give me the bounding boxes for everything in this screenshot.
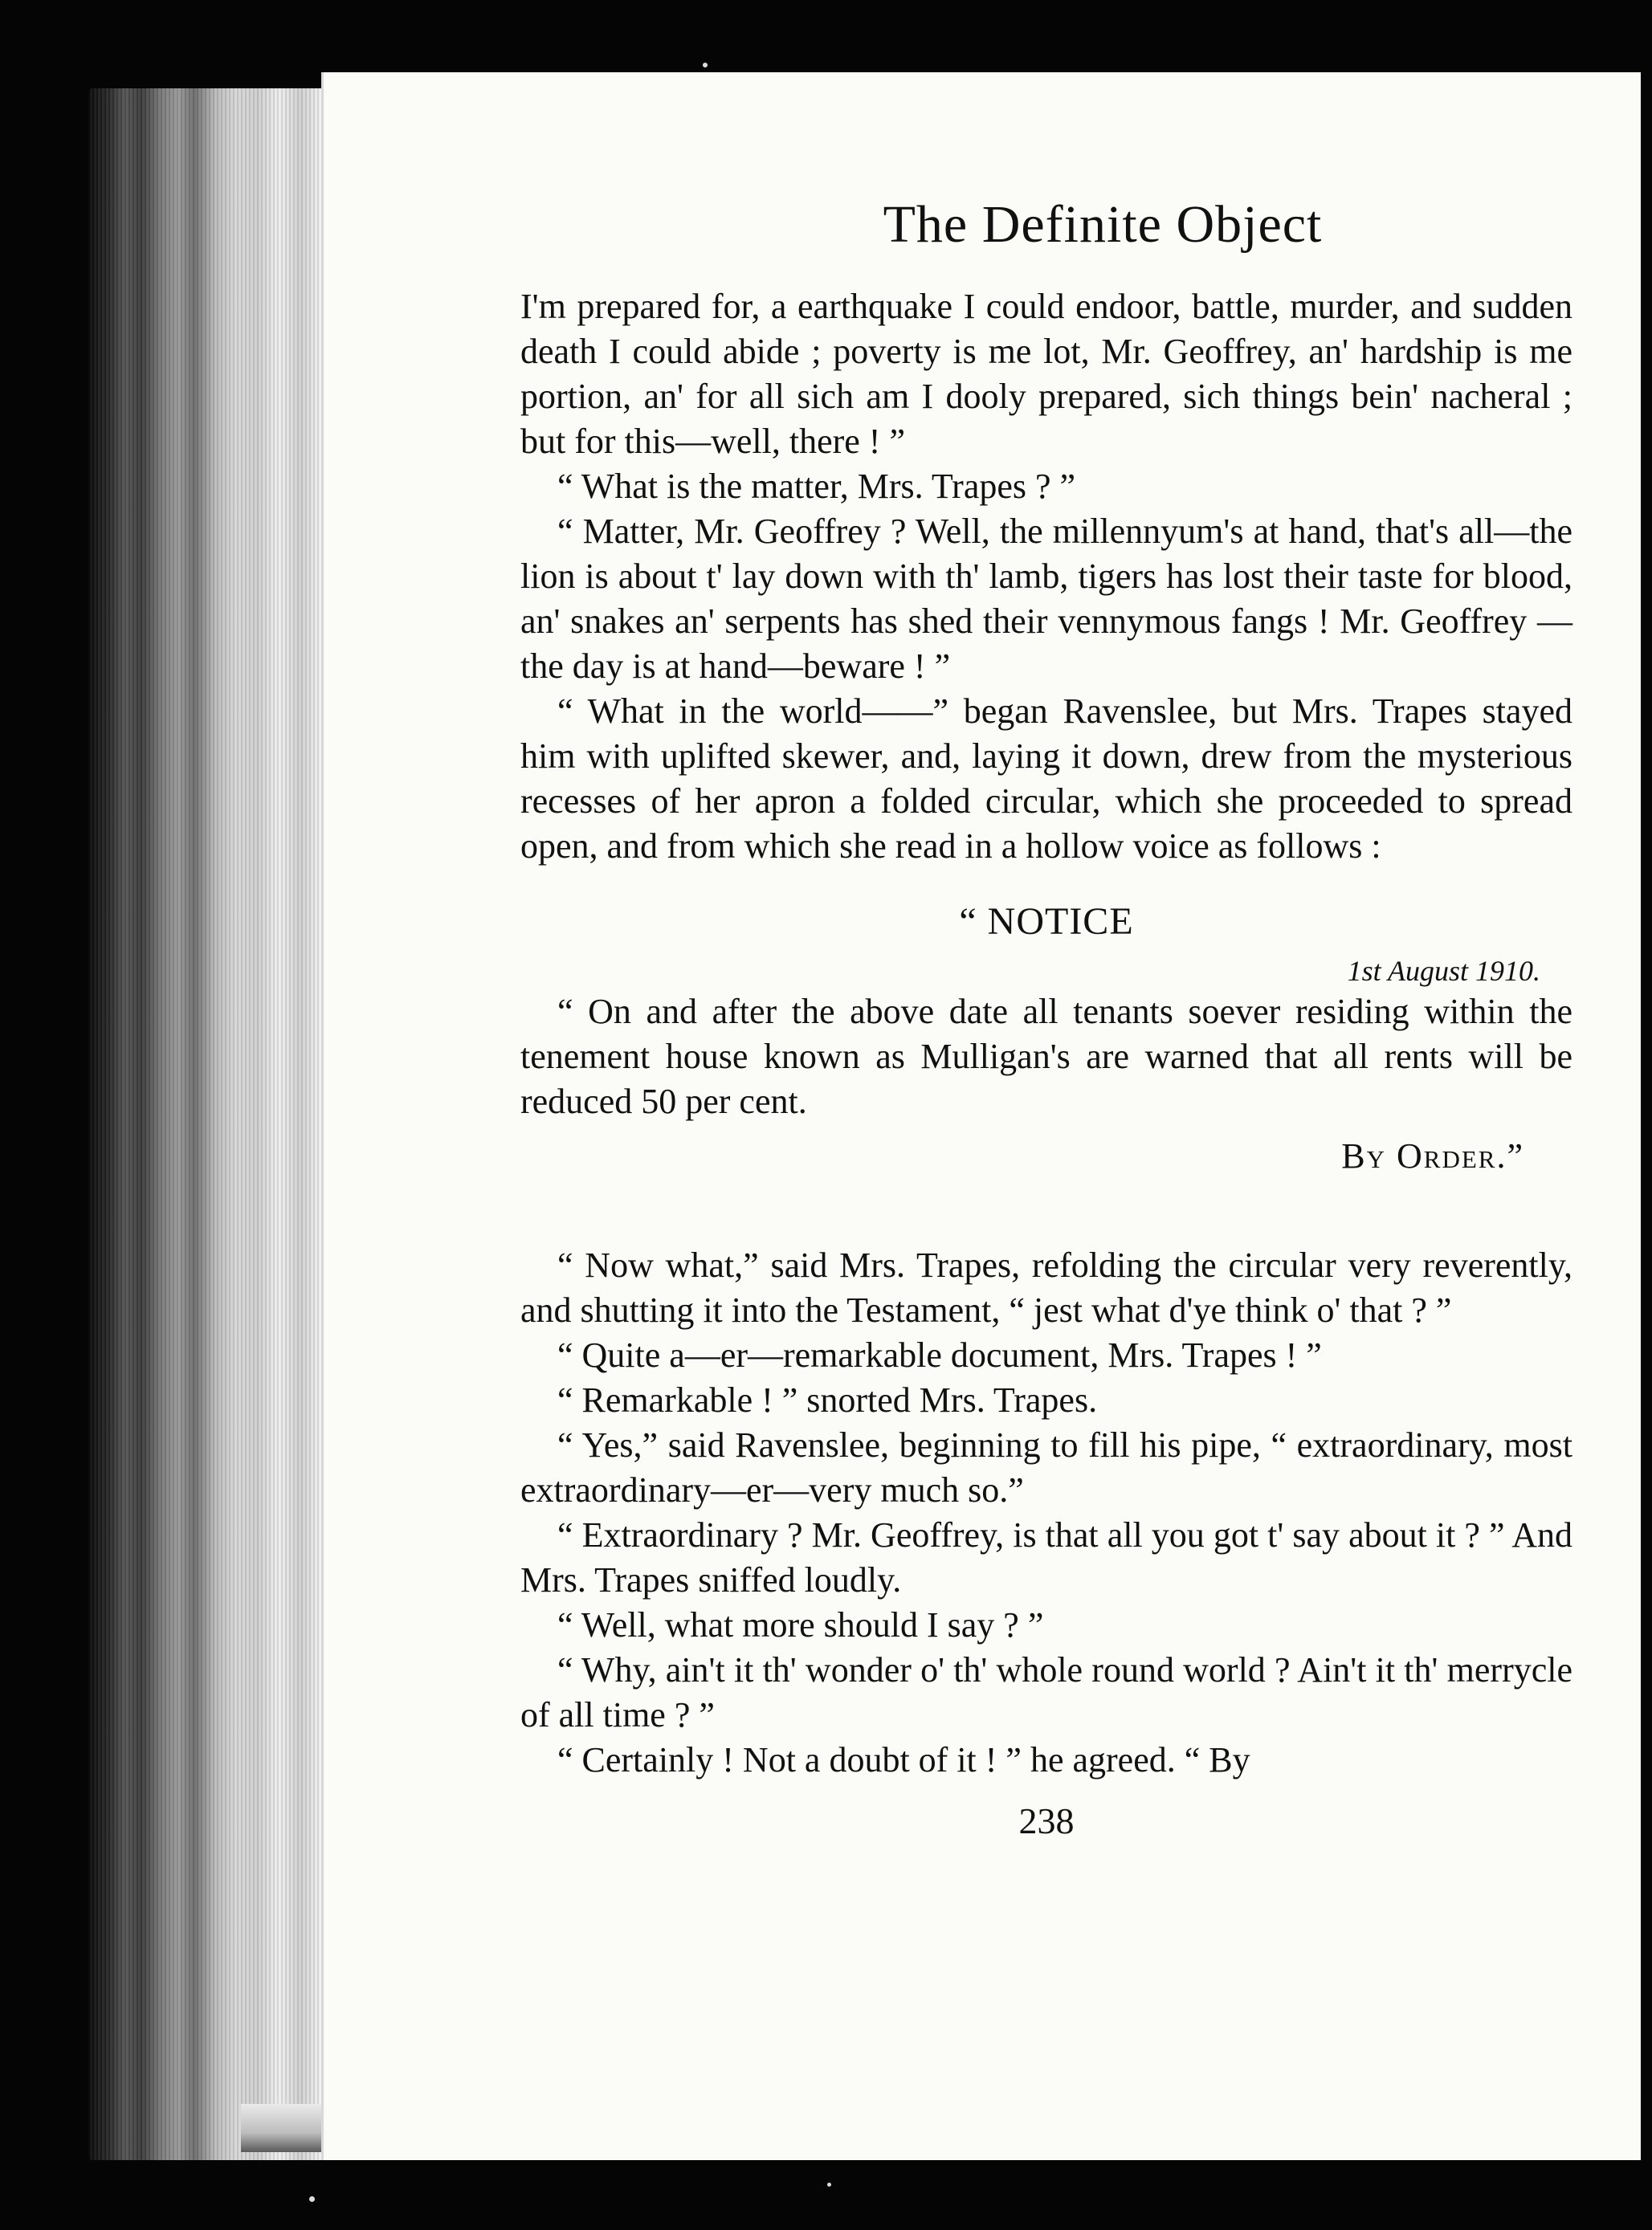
notice-date: 1st August 1910. xyxy=(1347,955,1540,987)
paragraph: “ Quite a—er—remarkable document, Mrs. Trapes ! ” xyxy=(557,1335,1322,1375)
paragraph: “ Matter, Mr. Geoffrey ? Well, the millennyum's at hand, that's all—the lion is about t' lay down with th' lamb, tigers has lost their taste for blood, an' snakes an' serpents has shed their vennymous fangs ! Mr. Geoffrey —the day is at hand—beware ! ” xyxy=(520,512,1572,686)
paragraph: “ What in the world——” began Ravenslee, but Mrs. Trapes stayed him with uplifted skewer, and, laying it down, drew from the mysterious recesses of her apron a folded circular, which she proceeded to spread open, and from which she read in a hollow voice as follows : xyxy=(520,691,1572,866)
scan-speck xyxy=(703,63,708,67)
paragraph: “ Why, ain't it th' wonder o' th' whole round world ? Ain't it th' merrycle of all time ? ” xyxy=(520,1650,1572,1735)
paragraph: I'm prepared for, a earthquake I could endoor, battle, murder, and sudden death I could abide ; poverty is me lot, Mr. Geoffrey, an' hardship is me portion, an' for all sich am I dooly prepared, sich things bein' nacheral ; but for this—well, there ! ” xyxy=(520,287,1572,461)
book-page xyxy=(321,72,1641,2160)
page-edges xyxy=(88,88,353,2160)
scan-speck xyxy=(827,2183,831,2187)
running-head: The Definite Object xyxy=(883,195,1323,254)
paragraph: “ Extraordinary ? Mr. Geoffrey, is that all you got t' say about it ? ” And Mrs. Trapes sniffed loudly. xyxy=(520,1515,1572,1600)
page-content xyxy=(520,193,1572,1844)
paragraph: “ What is the matter, Mrs. Trapes ? ” xyxy=(557,467,1076,506)
paragraph: “ Remarkable ! ” snorted Mrs. Trapes. xyxy=(557,1380,1098,1420)
page-number: 238 xyxy=(1018,1800,1075,1841)
paragraph: “ Now what,” said Mrs. Trapes, refolding the circular very reverently, and shutting it into the Testament, “ jest what d'ye think o' that ? ” xyxy=(520,1245,1572,1330)
notice-heading: “ NOTICE xyxy=(959,900,1134,943)
paragraph: “ Yes,” said Ravenslee, beginning to fill his pipe, “ extraordinary, most extraordinary—er—very much so.” xyxy=(520,1425,1572,1510)
notice-text: “ On and after the above date all tenants soever residing within the tenement house known as Mulligan's are warned that all rents will be reduced 50 per cent. xyxy=(520,992,1572,1121)
notice-signature: By Order.” xyxy=(1341,1136,1524,1176)
paragraph: “ Well, what more should I say ? ” xyxy=(557,1605,1044,1645)
paragraph: “ Certainly ! Not a doubt of it ! ” he agreed. “ By xyxy=(557,1740,1250,1780)
scan-speck xyxy=(309,2196,315,2202)
